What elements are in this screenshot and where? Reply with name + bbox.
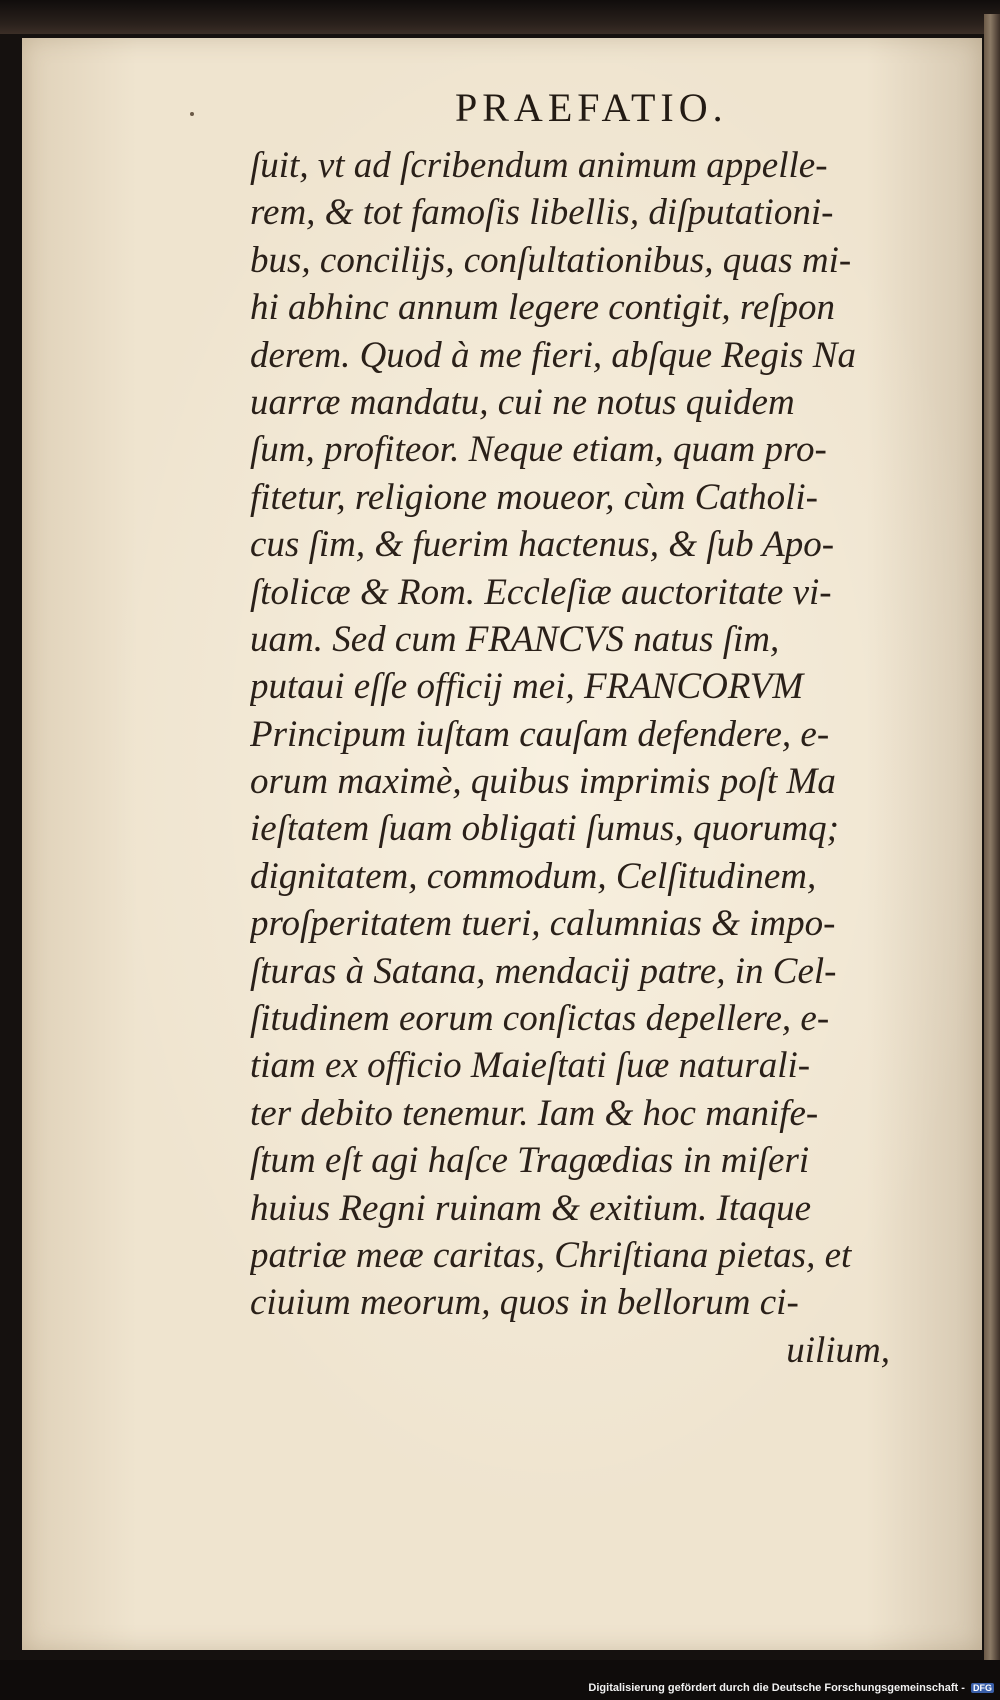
text-line: ſitudinem eorum conſictas depellere, e- <box>250 998 830 1040</box>
funding-credit-text: Digitalisierung gefördert durch die Deutsche Forschungsgemeinschaft - <box>588 1682 965 1694</box>
text-line: cus ſim, & fuerim hactenus, & ſub Apo- <box>250 524 835 566</box>
text-line: tiam ex officio Maieſtati ſuæ naturali- <box>250 1045 811 1087</box>
text-line: bus, concilijs, conſultationibus, quas mi- <box>250 239 852 281</box>
text-line: proſperitatem tueri, calumnias & impo- <box>250 903 836 945</box>
text-line: ſum, profiteor. Neque etiam, quam pro- <box>250 429 827 471</box>
text-line: uilium, <box>786 1329 890 1371</box>
text-line: ciuium meorum, quos in bellorum ci- <box>250 1282 799 1324</box>
text-line: Principum iuſtam cauſam defendere, e- <box>250 713 830 755</box>
dfg-logo: DFG <box>973 1683 992 1693</box>
text-line: ter debito tenemur. Iam & hoc manife- <box>250 1092 819 1134</box>
text-line: hi abhinc annum legere contigit, reſpon <box>250 287 836 329</box>
text-line: ſtolicæ & Rom. Eccleſiæ auctoritate vi- <box>250 571 832 613</box>
text-line: uam. Sed cum FRANCVS natus ſim, <box>250 618 780 660</box>
text-line: patriæ meæ caritas, Chriſtiana pietas, et <box>250 1234 852 1276</box>
text-line: ſtum eſt agi haſce Tragœdias in miſeri <box>250 1140 810 1182</box>
page-header: PRAEFATIO. <box>455 85 728 130</box>
footer-strip <box>0 1660 1000 1700</box>
book-fore-edge <box>984 14 1000 1664</box>
text-line: orum maximè, quibus imprimis poſt Ma <box>250 761 836 803</box>
scan-top-edge <box>0 0 1000 34</box>
margin-mark <box>190 112 194 116</box>
text-line: ieſtatem ſuam obligati ſumus, quorumq; <box>250 808 839 850</box>
page-text-block <box>250 142 950 1374</box>
text-line: rem, & tot famoſis libellis, diſputationi- <box>250 192 834 234</box>
text-line: ſturas à Satana, mendacij patre, in Cel- <box>250 950 837 992</box>
text-line: uarræ mandatu, cui ne notus quidem <box>250 381 795 423</box>
text-line: ſuit, vt ad ſcribendum animum appelle- <box>250 145 828 186</box>
funding-credit <box>588 1682 994 1694</box>
text-line: fitetur, religione moueor, cùm Catholi- <box>250 476 818 518</box>
text-line: huius Regni ruinam & exitium. Itaque <box>250 1187 812 1229</box>
text-line: derem. Quod à me fieri, abſque Regis Na <box>250 334 856 376</box>
text-line: putaui eſſe officij mei, FRANCORVM <box>250 666 804 708</box>
text-line: dignitatem, commodum, Celſitudinem, <box>250 855 817 897</box>
